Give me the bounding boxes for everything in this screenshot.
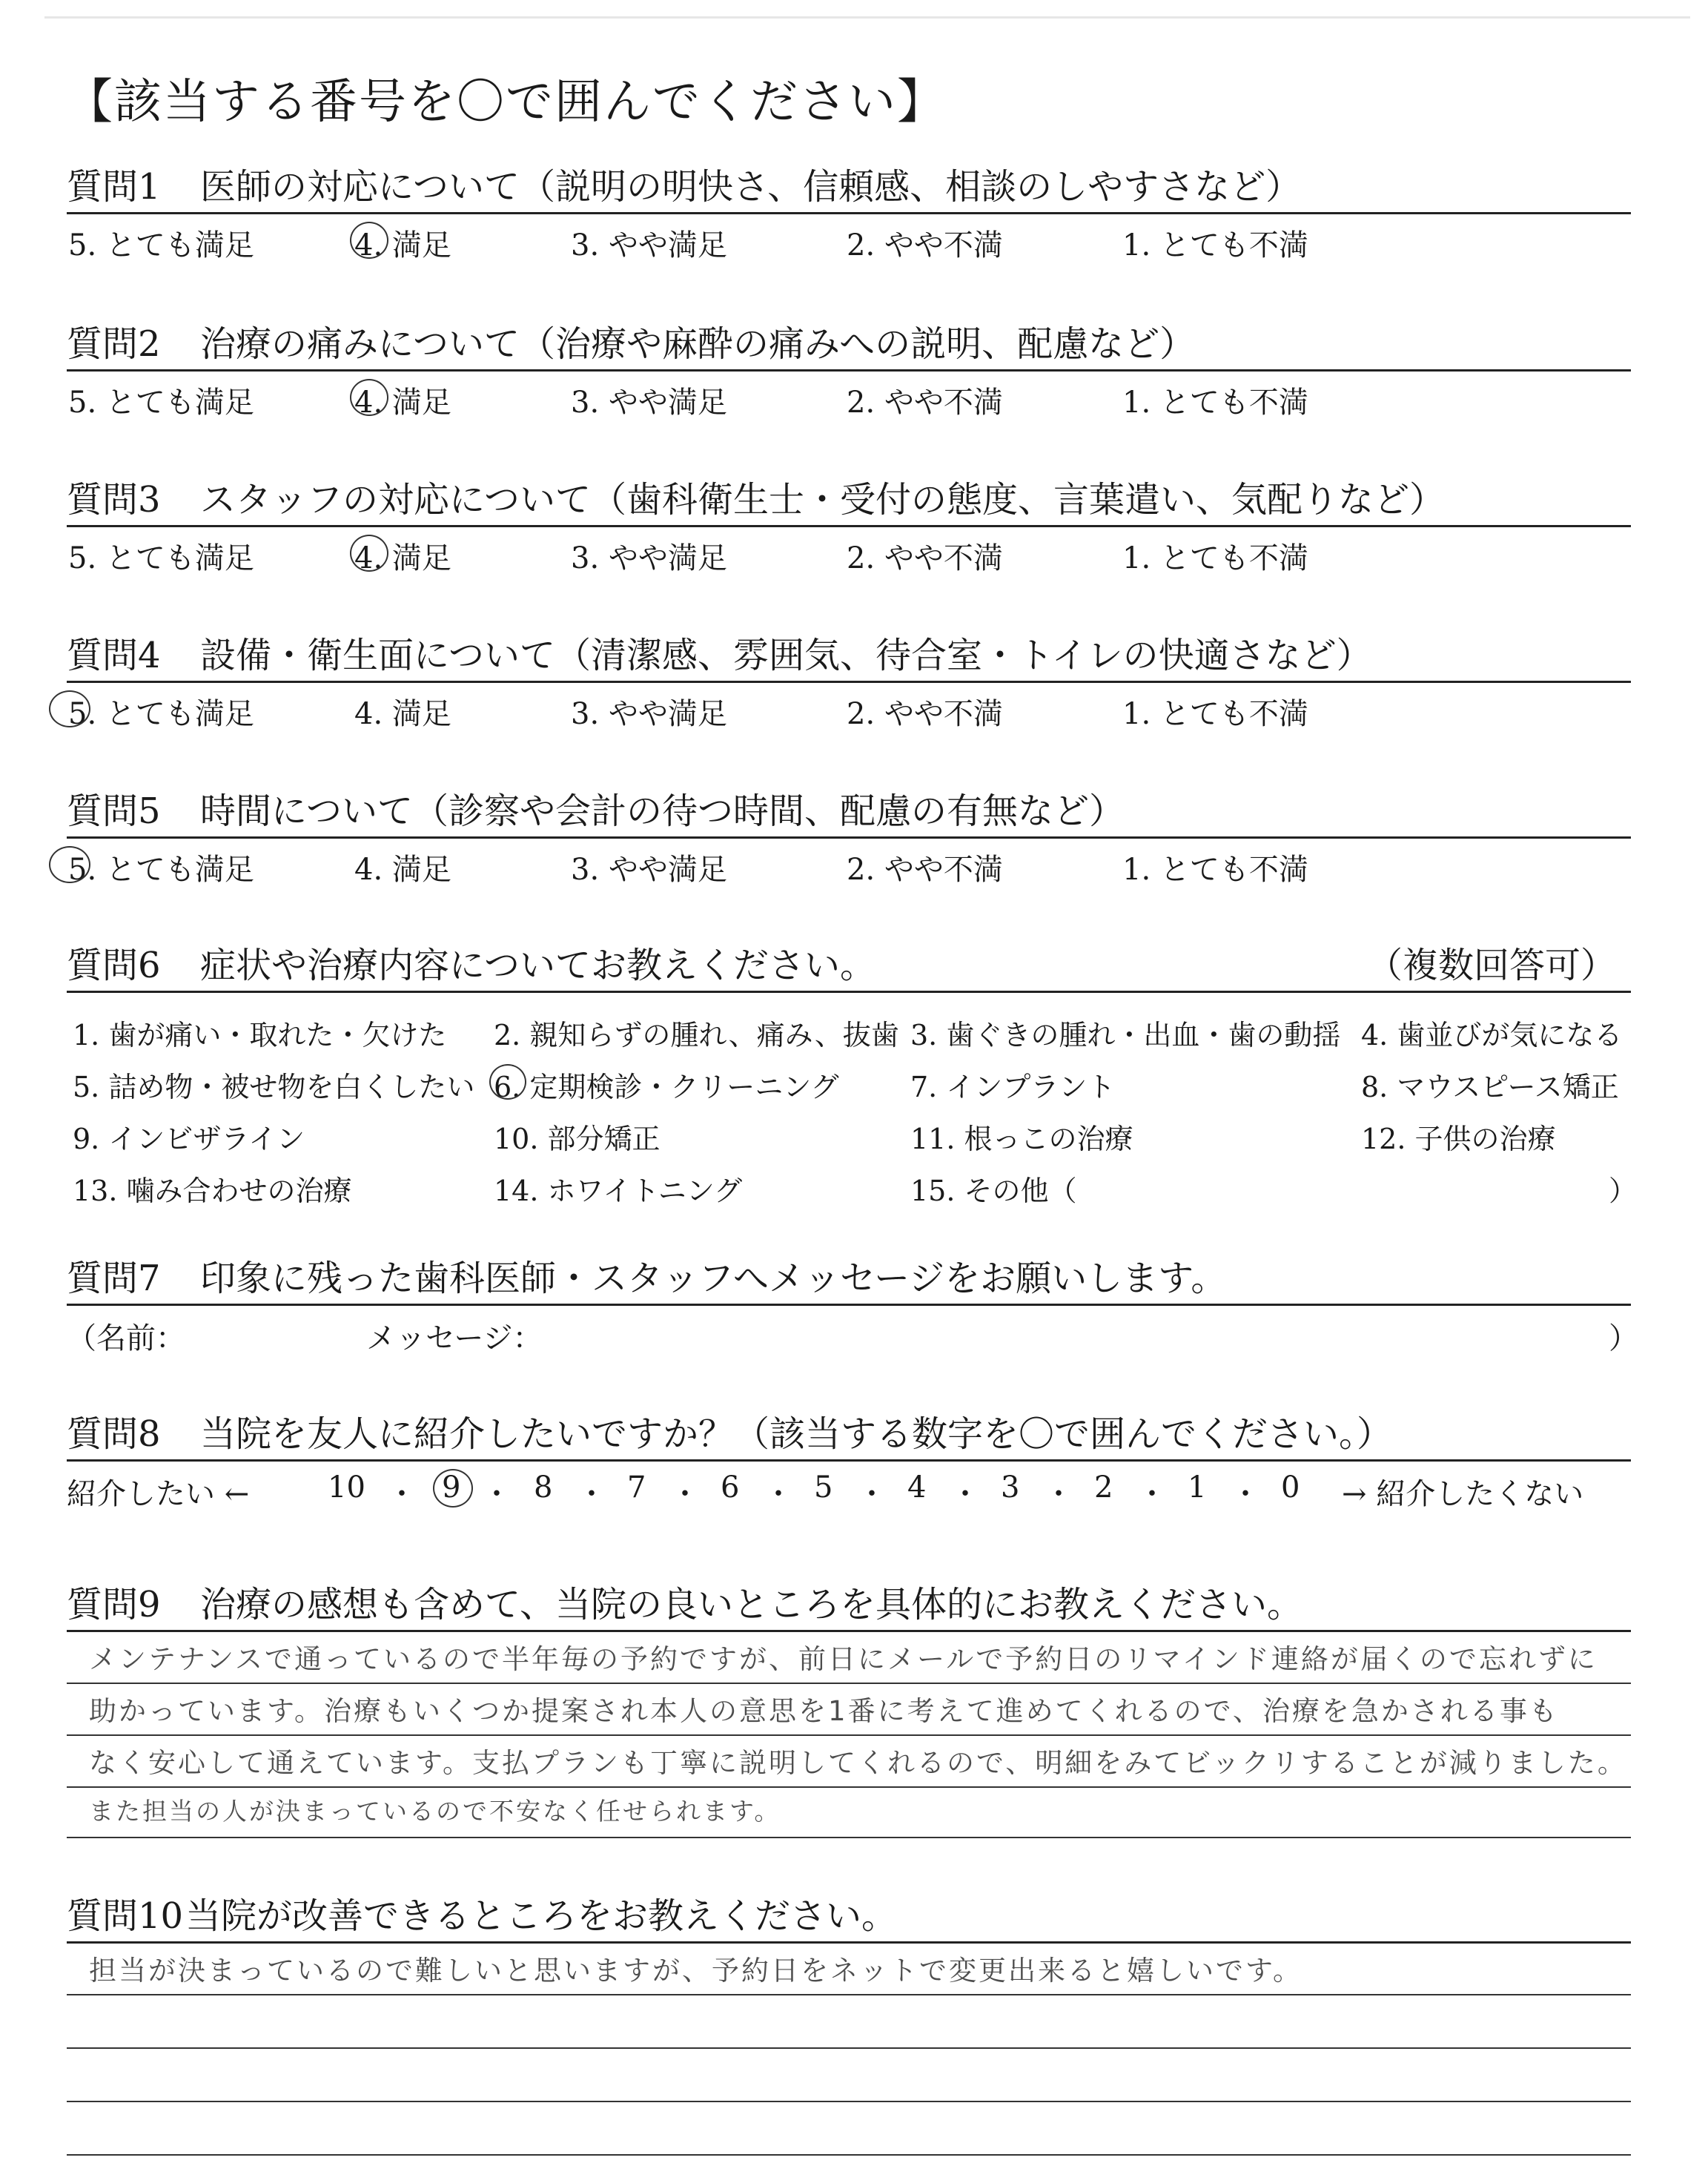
scale-value-3[interactable]: 3: [1001, 1470, 1020, 1505]
handwritten-answer-line: なく安心して通えています。支払プランも丁寧に説明してくれるので、明細をみてビックリすることが減りました。: [89, 1747, 1627, 1779]
question-text: 時間について（診察や会計の待つ時間、配慮の有無など）: [200, 790, 1125, 832]
selection-circle: [49, 690, 90, 727]
option-2[interactable]: 2. やや不満: [847, 697, 1003, 731]
name-label: （名前：: [67, 1321, 185, 1356]
scale-value-6[interactable]: 6: [721, 1470, 740, 1505]
option-1[interactable]: 1. とても不満: [1122, 541, 1308, 575]
scale-value-2[interactable]: 2: [1094, 1470, 1113, 1505]
rating-options: [67, 839, 1631, 885]
scale-value-7[interactable]: 7: [627, 1470, 646, 1505]
rating-options: [67, 372, 1631, 420]
multiple-answers-note: （複数回答可）: [1366, 945, 1616, 986]
scale-separator: ・: [482, 1477, 512, 1511]
handwritten-answer-line: また担当の人が決まっているので不安なく任せられます。: [89, 1797, 781, 1826]
question-number: 質問9: [67, 1584, 161, 1625]
answer-area: [67, 1944, 1631, 2166]
scale-value-8[interactable]: 8: [534, 1470, 553, 1505]
question-number: 質問5: [67, 790, 161, 832]
question-number: 質問4: [67, 635, 161, 676]
selection-circle: [489, 1064, 526, 1100]
scale-right-label: → 紹介したくない: [1342, 1477, 1584, 1511]
handwritten-answer-line: 担当が決まっているので難しいと思いますが、予約日をネットで変更出来ると嬉しいです。: [89, 1955, 1303, 1987]
option-4[interactable]: 4. 満足: [354, 228, 451, 263]
option-4[interactable]: 4. 満足: [354, 697, 451, 731]
answer-rule: [67, 1994, 1631, 1995]
question-number: 質問10: [67, 1895, 184, 1937]
symptom-option-4[interactable]: 4. 歯並びが気になる: [1361, 1019, 1623, 1051]
option-2[interactable]: 2. やや不満: [847, 853, 1003, 887]
question-number: 質問1: [67, 166, 161, 208]
rating-options: [67, 527, 1631, 573]
answer-rule: [67, 2047, 1631, 2049]
option-1[interactable]: 1. とても不満: [1122, 697, 1308, 731]
scale-value-9[interactable]: 9: [442, 1470, 461, 1505]
answer-rule: [67, 1837, 1631, 1838]
question-number: 質問3: [67, 479, 161, 521]
handwritten-answer-line: 助かっています。治療もいくつか提案され本人の意思を1番に考えて進めてくれるので、治療を急かされる事も: [89, 1695, 1559, 1727]
option-4[interactable]: 4. 満足: [354, 386, 451, 420]
question-3: [67, 475, 1631, 573]
scale-value-0[interactable]: 0: [1281, 1470, 1300, 1505]
selection-circle: [49, 846, 90, 883]
scale-separator: ・: [1231, 1477, 1260, 1511]
scale-value-1[interactable]: 1: [1188, 1470, 1207, 1505]
scale-separator: ・: [670, 1477, 700, 1511]
question-number: 質問7: [67, 1258, 161, 1299]
recommend-scale: [67, 1462, 1631, 1512]
option-3[interactable]: 3. やや満足: [571, 386, 727, 420]
selection-circle: [350, 535, 388, 572]
scale-separator: ・: [577, 1477, 606, 1511]
question-text: 印象に残った歯科医師・スタッフへメッセージをお願いします。: [200, 1258, 1227, 1299]
option-5[interactable]: 5. とても満足: [68, 541, 254, 575]
question-number: 質問8: [67, 1413, 161, 1455]
scale-separator: ・: [764, 1477, 793, 1511]
question-text: 当院が改善できるところをお教えください。: [185, 1895, 898, 1937]
answer-rule: [67, 1683, 1631, 1684]
question-5: [67, 786, 1631, 885]
question-text: 医師の対応について（説明の明快さ、信頼感、相談のしやすさなど）: [200, 166, 1302, 208]
selection-circle: [433, 1469, 473, 1508]
handwritten-answer-line: メンテナンスで通っているので半年毎の予約ですが、前日にメールで予約日のリマインド連絡が届くので忘れずに: [89, 1643, 1598, 1675]
option-3[interactable]: 3. やや満足: [571, 228, 727, 263]
symptom-option-14[interactable]: 14. ホワイトニング: [494, 1175, 743, 1207]
symptom-option-9[interactable]: 9. インビザライン: [73, 1123, 305, 1155]
option-3[interactable]: 3. やや満足: [571, 541, 727, 575]
scale-separator: ・: [950, 1477, 980, 1511]
message-close-paren: ）: [1609, 1321, 1638, 1356]
page-title: 【該当する番号を〇で囲んでください】: [65, 75, 946, 130]
option-5[interactable]: 5. とても満足: [68, 697, 254, 731]
question-title: [67, 1253, 1631, 1304]
question-title: [67, 630, 1631, 681]
symptom-option-3[interactable]: 3. 歯ぐきの腫れ・出血・歯の動揺: [910, 1019, 1341, 1051]
selection-circle: [350, 222, 388, 259]
scale-value-4[interactable]: 4: [907, 1470, 927, 1505]
option-2[interactable]: 2. やや不満: [847, 228, 1003, 263]
scale-separator: ・: [1044, 1477, 1073, 1511]
question-title: [67, 162, 1631, 212]
symptom-option-13[interactable]: 13. 噛み合わせの治療: [73, 1175, 352, 1207]
symptom-option-11[interactable]: 11. 根っこの治療: [910, 1123, 1133, 1155]
question-text: 治療の痛みについて（治療や麻酔の痛みへの説明、配慮など）: [200, 323, 1196, 365]
symptom-option-12[interactable]: 12. 子供の治療: [1361, 1123, 1556, 1155]
top-border-line: [44, 16, 1690, 19]
symptom-option-6[interactable]: 6. 定期検診・クリーニング: [494, 1071, 839, 1103]
question-title: [67, 1891, 1631, 1941]
symptom-option-5[interactable]: 5. 詰め物・被せ物を白くしたい: [73, 1071, 475, 1103]
option-2[interactable]: 2. やや不満: [847, 386, 1003, 420]
answer-rule: [67, 2154, 1631, 2156]
symptom-option-2[interactable]: 2. 親知らずの腫れ、痛み、抜歯: [494, 1019, 899, 1051]
rating-options: [67, 214, 1631, 263]
scale-separator: ・: [857, 1477, 887, 1511]
symptom-options: [67, 993, 1638, 1215]
question-title: [67, 940, 1631, 991]
other-close-paren: ）: [1609, 1175, 1638, 1207]
symptom-option-10[interactable]: 10. 部分矯正: [494, 1123, 661, 1155]
question-8: [67, 1409, 1631, 1512]
question-2: [67, 319, 1631, 420]
option-5[interactable]: 5. とても満足: [68, 386, 254, 420]
question-number: 質問6: [67, 945, 161, 986]
question-title: [67, 319, 1631, 369]
symptom-option-1[interactable]: 1. 歯が痛い・取れた・欠けた: [73, 1019, 447, 1051]
question-text: 設備・衛生面について（清潔感、雰囲気、待合室・トイレの快適さなど）: [200, 635, 1372, 676]
question-title: [67, 475, 1631, 525]
question-text: 治療の感想も含めて、当院の良いところを具体的にお教えください。: [200, 1584, 1303, 1625]
question-number: 質問2: [67, 323, 161, 365]
question-10: [67, 1891, 1631, 2166]
symptom-option-8[interactable]: 8. マウスピース矯正: [1361, 1071, 1619, 1103]
scale-value-10[interactable]: 10: [328, 1470, 365, 1505]
question-title: [67, 786, 1631, 836]
question-7: [67, 1253, 1638, 1356]
option-1[interactable]: 1. とても不満: [1122, 386, 1308, 420]
question-title: [67, 1579, 1631, 1630]
question-text: 症状や治療内容についてお教えください。: [200, 945, 876, 986]
rating-options: [67, 683, 1631, 729]
scale-separator: ・: [1137, 1477, 1167, 1511]
scale-left-label: 紹介したい ←: [67, 1477, 250, 1511]
option-3[interactable]: 3. やや満足: [571, 853, 727, 887]
scale-separator: ・: [387, 1477, 417, 1511]
symptom-option-7[interactable]: 7. インプラント: [910, 1071, 1116, 1103]
symptom-option-15[interactable]: 15. その他（: [910, 1175, 1077, 1207]
message-line: [67, 1306, 1638, 1356]
option-3[interactable]: 3. やや満足: [571, 697, 727, 731]
answer-area: [67, 1632, 1631, 1847]
message-label: メッセージ：: [366, 1321, 543, 1356]
option-4[interactable]: 4. 満足: [354, 853, 451, 887]
option-2[interactable]: 2. やや不満: [847, 541, 1003, 575]
option-4[interactable]: 4. 満足: [354, 541, 451, 575]
question-text: スタッフの対応について（歯科衛生士・受付の態度、言葉遣い、気配りなど）: [200, 479, 1446, 521]
answer-rule: [67, 1734, 1631, 1736]
answer-rule: [67, 2101, 1631, 2102]
option-5[interactable]: 5. とても満足: [68, 228, 254, 263]
question-1: [67, 162, 1631, 263]
option-1[interactable]: 1. とても不満: [1122, 853, 1308, 887]
scale-value-5[interactable]: 5: [814, 1470, 833, 1505]
question-6: [67, 940, 1638, 1215]
option-1[interactable]: 1. とても不満: [1122, 228, 1308, 263]
answer-rule: [67, 1786, 1631, 1788]
selection-circle: [350, 379, 388, 416]
question-4: [67, 630, 1631, 729]
question-9: [67, 1579, 1631, 1847]
option-5[interactable]: 5. とても満足: [68, 853, 254, 887]
question-title: [67, 1409, 1631, 1459]
question-text: 当院を友人に紹介したいですか？（該当する数字を〇で囲んでください。）: [200, 1413, 1393, 1455]
